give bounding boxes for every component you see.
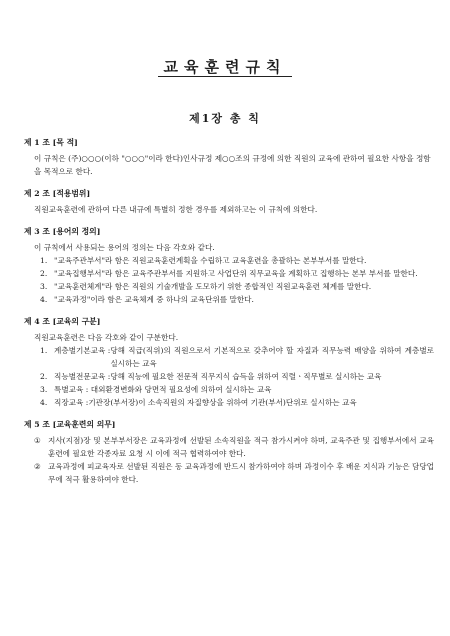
article-intro: 직원교육훈련은 다음 각호와 같이 구분한다. bbox=[34, 333, 179, 342]
article-paragraph: 직원교육훈련에 관하여 다른 내규에 특별히 정한 경우를 제외하고는 이 규칙에 의한다. bbox=[34, 205, 318, 214]
item-number: 2. bbox=[40, 269, 48, 278]
chapter-heading: 제1장 총 칙 bbox=[189, 112, 261, 125]
article-3 bbox=[24, 225, 434, 306]
item-number: 4. bbox=[40, 295, 48, 304]
list-item bbox=[24, 396, 434, 409]
article-paragraph: 이 규칙은 (주)○○○(이하 "○○○"이라 한다)인사규정 제○○조의 규정에 의한 직원의 교육에 관하여 필요한 사항을 정함을 목적으로 한다. bbox=[34, 154, 431, 176]
list-item bbox=[24, 460, 434, 486]
item-number: 2. bbox=[40, 372, 48, 381]
article-heading: 제 2 조 [적용범위] bbox=[24, 189, 91, 198]
article-1 bbox=[24, 136, 434, 178]
article-4 bbox=[24, 315, 434, 409]
item-text: "교육주관부서"라 함은 직원교육훈련계획을 수립하고 교육훈련을 총괄하는 본부부서를 말한다. bbox=[54, 256, 367, 265]
item-number: ① bbox=[34, 436, 41, 445]
item-term: 계층별기본교육 : bbox=[54, 346, 111, 355]
item-number: 3. bbox=[40, 282, 48, 291]
item-text: 교육과정에 피교육자로 선발된 직원은 동 교육과정에 반드시 참가하여야 하며 과정이수 후 배운 지식과 기능은 담당업무에 적극 활용하여야 한다. bbox=[48, 462, 434, 484]
article-heading: 제 1 조 [목 적] bbox=[24, 138, 78, 147]
item-definition bbox=[54, 370, 434, 383]
article-5 bbox=[24, 418, 434, 486]
list-item bbox=[24, 383, 434, 396]
list-item bbox=[24, 344, 434, 370]
list-item bbox=[24, 370, 434, 383]
list-item bbox=[24, 434, 434, 460]
item-definition bbox=[54, 396, 434, 409]
document-title: 교육훈련규칙 bbox=[163, 58, 287, 76]
article-2 bbox=[24, 187, 434, 216]
item-number: 1. bbox=[40, 256, 48, 265]
item-text: "교육과정"이라 함은 교육체계 중 하나의 교육단위를 말한다. bbox=[54, 295, 254, 304]
item-text: "교육집행부서"라 함은 교육주관부서를 지원하고 사업단위 직무교육을 계획하고 집행하는 본부 부서를 말한다. bbox=[54, 269, 418, 278]
article-heading: 제 4 조 [교육의 구분] bbox=[24, 317, 101, 326]
item-number: ② bbox=[34, 462, 41, 471]
document-body bbox=[24, 136, 434, 495]
item-text: 기관장(부서장)이 소속직원의 자질향상을 위하여 기관(부서)단위로 실시하는 교육 bbox=[88, 398, 357, 407]
item-text: "교육훈련체계"라 함은 직원의 기술개발을 도모하기 위한 종합적인 직원교육훈련 체계를 말한다. bbox=[54, 282, 372, 291]
item-definition bbox=[54, 344, 434, 370]
list-item bbox=[24, 267, 434, 280]
article-heading: 제 5 조 [교육훈련의 의무] bbox=[24, 420, 116, 429]
item-text: 특별교육 : 대외환경변화와 당면적 필요성에 의하여 실시하는 교육 bbox=[54, 385, 272, 394]
list-item bbox=[24, 293, 434, 306]
item-text: 당해 직능에 필요한 전문적 직무지식 습득을 위하여 직렬ㆍ직무별로 실시하는 교육 bbox=[110, 372, 382, 381]
item-number: 1. bbox=[40, 346, 48, 355]
title-underline bbox=[158, 76, 292, 77]
list-item bbox=[24, 254, 434, 267]
item-term: 직능별전문교육 : bbox=[54, 372, 111, 381]
list-item bbox=[24, 280, 434, 293]
item-number: 4. bbox=[40, 398, 48, 407]
article-intro: 이 규칙에서 사용되는 용어의 정의는 다음 각호와 같다. bbox=[34, 243, 215, 252]
item-text: 당해 직급(직위)의 직원으로서 기본적으로 갖추어야 할 자질과 직무능력 배양을 위하여 계층별로 실시하는 교육 bbox=[110, 346, 434, 368]
item-number: 3. bbox=[40, 385, 48, 394]
item-text: 지사(지점)장 및 본부부서장은 교육과정에 선발된 소속직원을 적극 참가시켜야 하며, 교육주관 및 집행부서에서 교육훈련에 필요한 각종자료 요청 시 이에 적극 협력하여야 한다. bbox=[48, 436, 434, 458]
article-heading: 제 3 조 [용어의 정의] bbox=[24, 227, 101, 236]
item-term: 직장교육 : bbox=[54, 398, 89, 407]
